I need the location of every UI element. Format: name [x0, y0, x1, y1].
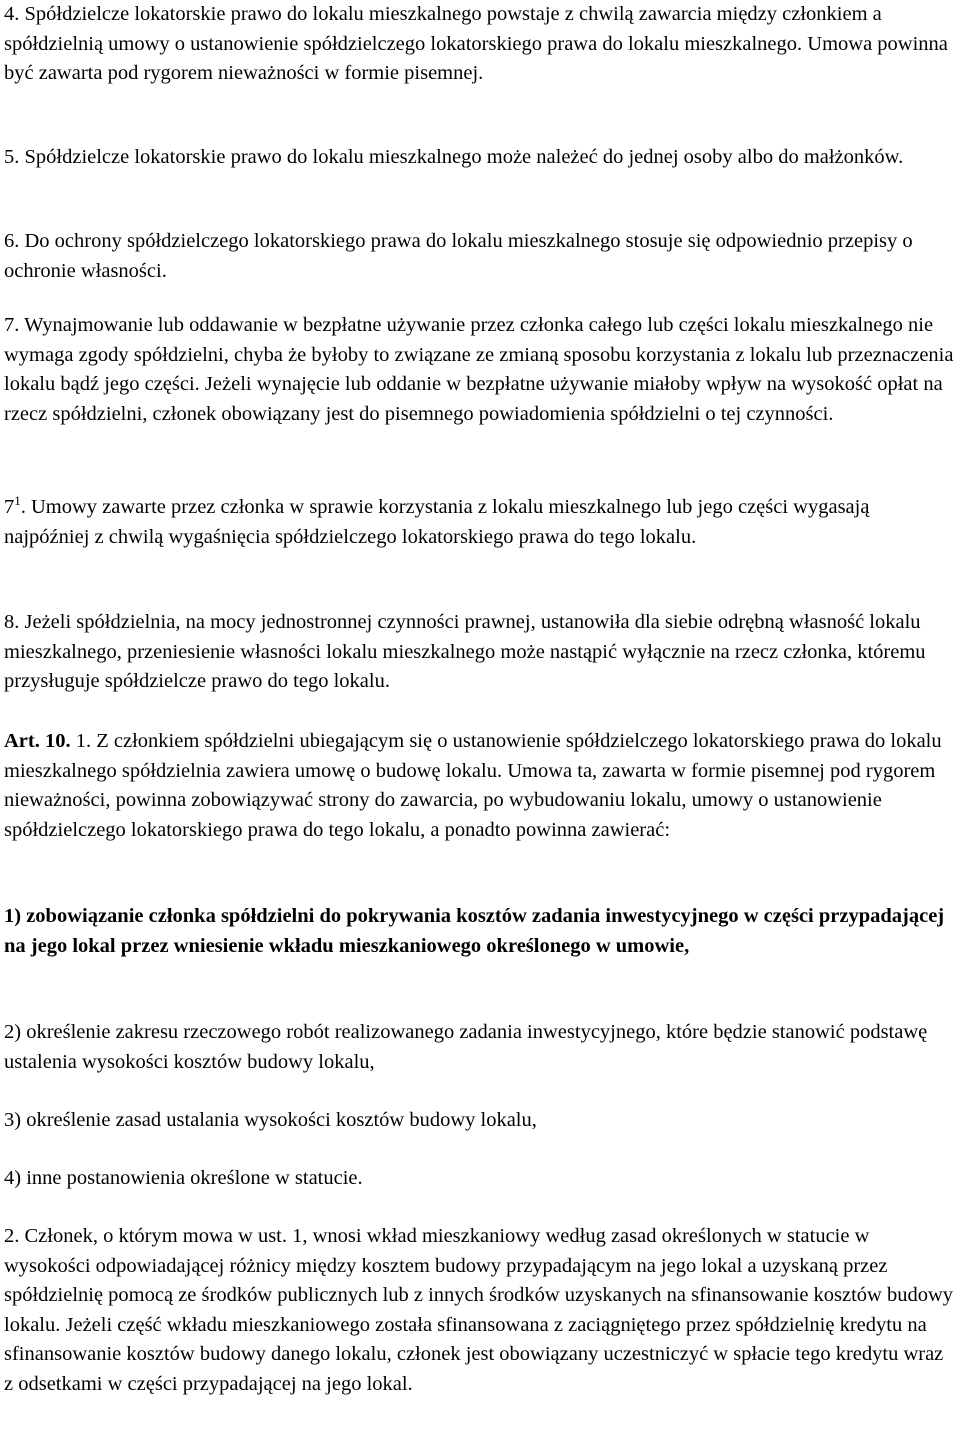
paragraph-7 [4, 311, 956, 429]
article-10-text: 1. Z członkiem spółdzielni ubiegającym się o ustanowienie spółdzielczego lokatorskiego prawa do lokalu mieszkalnego spółdzielnia zawiera umowę o budowę lokalu. Umowa ta, zawarta w formie pisemnej pod rygorem nieważności, powinna zobowiązywać strony do zawarcia, po wybudowaniu lokalu, umowy o ustanowienie spółdzielczego lokatorskiego prawa do tego lokalu, a ponadto powinna zawierać: [4, 730, 942, 841]
paragraph-7-1 [4, 493, 956, 552]
paragraph-ust-2 [4, 1222, 956, 1399]
paragraph-5-text: 5. Spółdzielcze lokatorskie prawo do lokalu mieszkalnego może należeć do jednej osoby albo do małżonków. [4, 146, 904, 168]
paragraph-5 [4, 143, 956, 173]
paragraph-8-text: 8. Jeżeli spółdzielnia, na mocy jednostronnej czynności prawnej, ustanowiła dla siebie odrębną własność lokalu mieszkalnego, przeniesienie własności lokalu mieszkalnego może nastąpić wyłącznie na rzecz członka, któremu przysługuje spółdzielcze prawo do tego lokalu. [4, 611, 926, 692]
list-item-2 [4, 1018, 956, 1077]
list-item-3-text: 3) określenie zasad ustalania wysokości kosztów budowy lokalu, [4, 1109, 537, 1131]
paragraph-ust-2-text: 2. Członek, o którym mowa w ust. 1, wnosi wkład mieszkaniowy według zasad określonych w statucie w wysokości odpowiadającej różnicy między kosztem budowy przypadającym na jego lokal a uzyskaną przez spółdzielnię pomocą ze środków publicznych lub z innych środków uzyskanych na sfinansowanie kosztów budowy lokalu. Jeżeli część wkładu mieszkaniowego została sfinansowana z zaciągniętego przez spółdzielnię kredytu na sfinansowanie kosztów budowy danego lokalu, członek jest obowiązany uczestniczyć w spłacie tego kredytu wraz z odsetkami w części przypadającej na jego lokal. [4, 1225, 954, 1395]
paragraph-4-text: 4. Spółdzielcze lokatorskie prawo do lokalu mieszkalnego powstaje z chwilą zawarcia między członkiem a spółdzielnią umowy o ustanowienie spółdzielczego lokatorskiego prawa do lokalu mieszkalnego. Umowa powinna być zawarta pod rygorem nieważności w formie pisemnej. [4, 3, 948, 84]
paragraph-8 [4, 608, 956, 697]
list-item-4-text: 4) inne postanowienia określone w statucie. [4, 1167, 363, 1189]
paragraph-6-text: 6. Do ochrony spółdzielczego lokatorskiego prawa do lokalu mieszkalnego stosuje się odpowiednio przepisy o ochronie własności. [4, 230, 913, 282]
paragraph-7-1-text: . Umowy zawarte przez członka w sprawie korzystania z lokalu mieszkalnego lub jego części wygasają najpóźniej z chwilą wygaśnięcia spółdzielczego lokatorskiego prawa do tego lokalu. [4, 496, 870, 548]
paragraph-7-1-superscript: 1 [14, 493, 21, 509]
list-item-1 [4, 902, 956, 961]
article-10 [4, 727, 956, 845]
paragraph-7-text: 7. Wynajmowanie lub oddawanie w bezpłatne używanie przez członka całego lub części lokalu mieszkalnego nie wymaga zgody spółdzielni, chyba że byłoby to związane ze zmianą sposobu korzystania z lokalu lub przeznaczenia lokalu bądź jego części. Jeżeli wynajęcie lub oddanie w bezpłatne używanie miałoby wpływ na wysokość opłat na rzecz spółdzielni, członek obowiązany jest do pisemnego powiadomienia spółdzielni o tej czynności. [4, 314, 954, 425]
paragraph-6 [4, 227, 956, 286]
list-item-1-text: 1) zobowiązanie członka spółdzielni do pokrywania kosztów zadania inwestycyjnego w części przypadającej na jego lokal przez wniesienie wkładu mieszkaniowego określonego w umowie, [4, 905, 945, 957]
list-item-2-text: 2) określenie zakresu rzeczowego robót realizowanego zadania inwestycyjnego, które będzie stanowić podstawę ustalenia wysokości kosztów budowy lokalu, [4, 1021, 928, 1073]
article-10-label: Art. 10. [4, 730, 71, 752]
paragraph-7-1-number: 7 [4, 496, 15, 518]
paragraph-4 [4, 0, 956, 89]
list-item-4 [4, 1164, 956, 1194]
list-item-3 [4, 1106, 956, 1136]
